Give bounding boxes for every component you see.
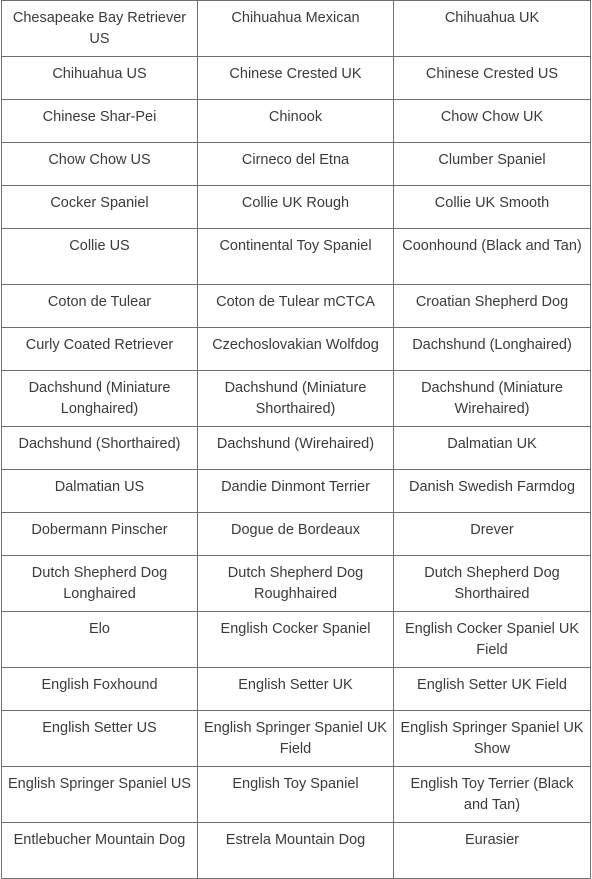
table-cell: English Setter UK (198, 668, 394, 711)
table-cell: English Cocker Spaniel UK Field (394, 612, 591, 668)
table-cell: Dachshund (Shorthaired) (2, 427, 198, 470)
table-cell: English Setter US (2, 711, 198, 767)
table-cell: Drever (394, 513, 591, 556)
table-cell: English Springer Spaniel UK Show (394, 711, 591, 767)
table-row (2, 556, 591, 612)
table-cell: Entlebucher Mountain Dog (2, 823, 198, 879)
table-row (2, 229, 591, 285)
table-cell: Dobermann Pinscher (2, 513, 198, 556)
table-cell: Cocker Spaniel (2, 186, 198, 229)
table-cell: Coton de Tulear (2, 285, 198, 328)
table-cell: Dutch Shepherd Dog Longhaired (2, 556, 198, 612)
table-cell: English Toy Terrier (Black and Tan) (394, 767, 591, 823)
breed-table (1, 0, 591, 879)
table-cell: English Cocker Spaniel (198, 612, 394, 668)
table-row (2, 612, 591, 668)
table-cell: English Toy Spaniel (198, 767, 394, 823)
table-row (2, 513, 591, 556)
table-cell: Dachshund (Longhaired) (394, 328, 591, 371)
table-cell: Clumber Spaniel (394, 143, 591, 186)
table-cell: Chihuahua US (2, 57, 198, 100)
table-cell: Dalmatian UK (394, 427, 591, 470)
table-cell: Dachshund (Miniature Shorthaired) (198, 371, 394, 427)
table-row (2, 57, 591, 100)
table-cell: Chihuahua UK (394, 1, 591, 57)
table-cell: Chesapeake Bay Retriever US (2, 1, 198, 57)
table-cell: Croatian Shepherd Dog (394, 285, 591, 328)
table-cell: English Setter UK Field (394, 668, 591, 711)
table-cell: Chinook (198, 100, 394, 143)
table-row (2, 143, 591, 186)
table-cell: Chinese Shar-Pei (2, 100, 198, 143)
breed-table-body (2, 1, 591, 879)
table-row (2, 767, 591, 823)
table-cell: Chinese Crested US (394, 57, 591, 100)
table-row (2, 100, 591, 143)
table-row (2, 186, 591, 229)
table-cell: Coonhound (Black and Tan) (394, 229, 591, 285)
table-cell: Chow Chow US (2, 143, 198, 186)
table-cell: Dalmatian US (2, 470, 198, 513)
table-row (2, 668, 591, 711)
table-cell: Chihuahua Mexican (198, 1, 394, 57)
table-cell: Chow Chow UK (394, 100, 591, 143)
table-cell: Dandie Dinmont Terrier (198, 470, 394, 513)
table-cell: Dachshund (Miniature Wirehaired) (394, 371, 591, 427)
table-cell: Continental Toy Spaniel (198, 229, 394, 285)
table-row (2, 427, 591, 470)
table-cell: Chinese Crested UK (198, 57, 394, 100)
table-cell: Dachshund (Miniature Longhaired) (2, 371, 198, 427)
table-cell: Dogue de Bordeaux (198, 513, 394, 556)
table-row (2, 711, 591, 767)
table-cell: Elo (2, 612, 198, 668)
table-cell: English Springer Spaniel UK Field (198, 711, 394, 767)
table-cell: Dutch Shepherd Dog Roughhaired (198, 556, 394, 612)
table-row (2, 1, 591, 57)
table-row (2, 470, 591, 513)
table-cell: Dutch Shepherd Dog Shorthaired (394, 556, 591, 612)
table-row (2, 328, 591, 371)
table-row (2, 285, 591, 328)
table-cell: Curly Coated Retriever (2, 328, 198, 371)
table-cell: Czechoslovakian Wolfdog (198, 328, 394, 371)
table-cell: Eurasier (394, 823, 591, 879)
table-cell: Estrela Mountain Dog (198, 823, 394, 879)
table-cell: Collie UK Rough (198, 186, 394, 229)
table-row (2, 823, 591, 879)
table-row (2, 371, 591, 427)
table-cell: English Foxhound (2, 668, 198, 711)
table-cell: Collie UK Smooth (394, 186, 591, 229)
table-cell: Cirneco del Etna (198, 143, 394, 186)
table-cell: Danish Swedish Farmdog (394, 470, 591, 513)
table-cell: English Springer Spaniel US (2, 767, 198, 823)
table-cell: Coton de Tulear mCTCA (198, 285, 394, 328)
table-cell: Dachshund (Wirehaired) (198, 427, 394, 470)
table-cell: Collie US (2, 229, 198, 285)
